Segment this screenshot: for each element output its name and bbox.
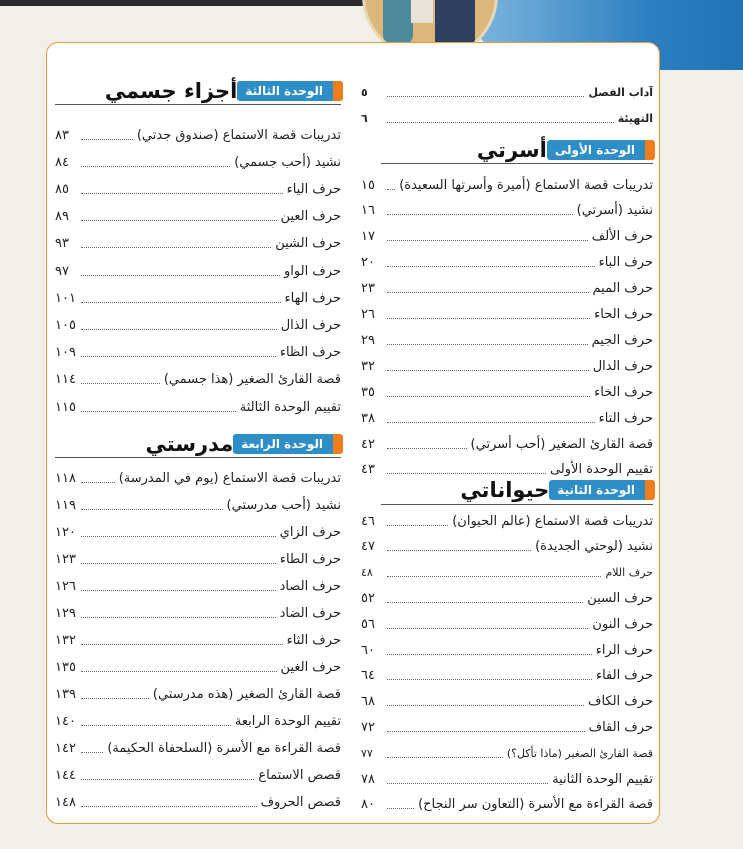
toc-item-page: ٢٠: [361, 255, 375, 271]
toc-item-title: حرف الطاء: [279, 551, 341, 567]
toc-item-page: ٦٨: [361, 694, 375, 710]
unit-underline: [381, 504, 653, 505]
unit-title: حيواناتي: [460, 478, 550, 502]
unit-title: مدرستي: [145, 432, 234, 456]
toc-item-page: ١٤٢: [55, 740, 76, 756]
toc-item-title: نشيد (أحب مدرستي): [226, 497, 341, 513]
unit-tab: الوحدة الأولى: [547, 140, 645, 160]
toc-item-title: تدريبات قصة الاستماع (يوم في المدرسة): [118, 470, 341, 486]
toc-item-title: حرف السين: [587, 590, 653, 606]
leader-dots: [81, 474, 115, 483]
toc-item[interactable]: [361, 225, 653, 249]
leader-dots: [387, 114, 614, 123]
toc-item-page: ٤٧: [361, 539, 375, 555]
toc-item[interactable]: [55, 601, 341, 625]
unit-tab: الوحدة الثانية: [549, 480, 645, 500]
unit-header: [450, 475, 653, 505]
toc-item-title: حرف النون: [592, 616, 653, 632]
toc-item-page: ٢٦: [361, 307, 375, 322]
toc-item-title: حرف الهاء: [284, 290, 341, 306]
toc-item[interactable]: [361, 303, 653, 327]
toc-item-page: ١٠٩: [55, 345, 76, 361]
leader-dots: [81, 267, 280, 276]
toc-item[interactable]: [55, 682, 341, 706]
leader-dots: [387, 284, 589, 293]
toc-item[interactable]: [361, 690, 653, 714]
toc-item-page: ٣٢: [361, 358, 375, 374]
toc-item-title: حرف الشين: [275, 236, 341, 252]
leader-dots: [387, 568, 601, 577]
toc-item[interactable]: [55, 341, 341, 365]
toc-item-page: ٢٣: [361, 281, 375, 297]
toc-item[interactable]: [361, 277, 653, 301]
toc-item-page: ٥٢: [361, 590, 375, 606]
toc-item-page: ١٣٩: [55, 686, 76, 702]
toc-item[interactable]: [55, 123, 341, 147]
unit-title: أسرتي: [476, 138, 547, 162]
toc-item-title: نشيد (لوحتي الجديدة): [535, 539, 653, 555]
toc-item[interactable]: [361, 535, 653, 559]
leader-dots: [81, 528, 276, 537]
toc-item-page: ١٦: [361, 203, 375, 219]
toc-item[interactable]: [361, 612, 653, 636]
toc-item[interactable]: [55, 286, 341, 310]
toc-item-page: ٦٠: [361, 642, 375, 658]
unit-header: [95, 76, 341, 106]
leader-dots: [387, 310, 590, 319]
leader-dots: [81, 636, 283, 645]
toc-item[interactable]: [361, 509, 653, 533]
toc-item[interactable]: [55, 736, 341, 760]
toc-item-title: قصة القارئ الصغير (أحب أسرتي): [470, 436, 653, 452]
toc-item[interactable]: [55, 313, 341, 337]
toc-item-title: حرف الخاء: [594, 384, 653, 400]
leader-dots: [81, 582, 276, 591]
toc-item-title: حرف الراء: [595, 642, 653, 658]
toc-item-title: آداب الفصل: [588, 85, 653, 99]
leader-dots: [81, 717, 231, 726]
leader-dots: [81, 798, 257, 807]
toc-item-page: ١١٤: [55, 372, 76, 388]
toc-item[interactable]: [361, 173, 653, 197]
toc-item-title: تدريبات قصة الاستماع (أميرة وأسرتها السعيدة): [399, 177, 653, 193]
toc-item-page: ٤٦: [361, 513, 375, 529]
toc-item[interactable]: [361, 432, 653, 456]
unit-header: [467, 135, 653, 165]
toc-item-page: ١٣٢: [55, 632, 76, 648]
toc-item[interactable]: [55, 466, 341, 490]
toc-item-title: حرف القاف: [588, 719, 653, 735]
toc-item-title: حرف الميم: [592, 281, 653, 297]
leader-dots: [387, 336, 588, 345]
toc-item-title: تقييم الوحدة الثالثة: [239, 399, 341, 415]
toc-item-page: ٨٣: [55, 127, 69, 143]
leader-dots: [387, 542, 531, 551]
unit-title: أجزاء جسمي: [104, 79, 238, 103]
leader-dots: [81, 501, 223, 510]
toc-item-page: ١٢٩: [55, 605, 76, 621]
toc-item[interactable]: [55, 655, 341, 679]
leader-dots: [387, 362, 589, 371]
toc-item[interactable]: [55, 150, 341, 174]
leader-dots: [81, 321, 277, 330]
leader-dots: [81, 744, 103, 753]
toc-item[interactable]: [361, 793, 653, 817]
toc-item-page: ١٢٣: [55, 551, 76, 567]
leader-dots: [387, 388, 590, 397]
toc-item[interactable]: [361, 328, 653, 352]
leader-dots: [387, 181, 395, 190]
toc-item-page: ١٤٤: [55, 767, 76, 783]
toc-item[interactable]: [361, 251, 653, 275]
toc-item-title: قصة القراءة مع الأسرة (السلحفاة الحكيمة): [107, 740, 341, 756]
unit-header: [136, 429, 341, 459]
toc-item-page: ٨٩: [55, 209, 69, 225]
toc-item-title: تقييم الوحدة الأولى: [549, 462, 653, 478]
toc-item-title: قصة القارئ الصغير (ماذا تأكل؟): [506, 746, 653, 760]
leader-dots: [387, 258, 595, 267]
leader-dots: [387, 646, 592, 655]
toc-item-page: ٦٤: [361, 668, 375, 684]
leader-dots: [81, 609, 276, 618]
toc-item[interactable]: [361, 199, 653, 223]
toc-item[interactable]: [361, 741, 653, 765]
toc-item-title: التهيئة: [617, 111, 653, 125]
photo-figure: [383, 0, 413, 45]
toc-item[interactable]: [361, 380, 653, 404]
toc-item[interactable]: [361, 354, 653, 378]
toc-item-page: ١٣٥: [55, 659, 76, 675]
toc-item-page: ١١٥: [55, 399, 76, 415]
toc-item[interactable]: [361, 664, 653, 688]
toc-item-page: ٧٢: [361, 719, 375, 735]
unit-tab: الوحدة الرابعة: [233, 434, 333, 454]
leader-dots: [81, 403, 236, 412]
toc-item[interactable]: [361, 561, 653, 585]
toc-item-page: ١١٩: [55, 497, 76, 513]
toc-item[interactable]: [361, 80, 653, 104]
toc-item-title: تقييم الوحدة الرابعة: [234, 713, 341, 729]
toc-item-title: حرف العين: [280, 209, 341, 225]
toc-item-page: ٥: [361, 85, 368, 99]
photo-paper: [411, 0, 433, 23]
toc-item-page: ١١٨: [55, 470, 76, 486]
toc-item-title: حرف الكاف: [587, 694, 653, 710]
toc-item[interactable]: [55, 205, 341, 229]
toc-item[interactable]: [55, 547, 341, 571]
toc-item-title: قصص الحروف: [260, 794, 341, 810]
leader-dots: [387, 749, 503, 758]
toc-item[interactable]: [55, 259, 341, 283]
toc-item-title: حرف الصاد: [279, 578, 341, 594]
toc-item-page: ١٤٨: [55, 794, 76, 810]
toc-item-page: ١٠٥: [55, 317, 76, 333]
leader-dots: [387, 671, 592, 680]
leader-dots: [81, 771, 254, 780]
toc-item[interactable]: [361, 638, 653, 662]
leader-dots: [81, 375, 160, 384]
toc-item-page: ٩٣: [55, 236, 69, 252]
leader-dots: [387, 620, 588, 629]
leader-dots: [81, 663, 277, 672]
leader-dots: [387, 206, 573, 215]
toc-item-title: حرف الحاء: [594, 307, 653, 322]
toc-item-page: ٤٣: [361, 462, 375, 478]
toc-item-title: حرف الجيم: [591, 332, 653, 348]
unit-underline: [381, 163, 653, 164]
toc-item-title: تقييم الوحدة الثانية: [552, 771, 653, 787]
toc-item-title: حرف الضاد: [279, 605, 341, 621]
toc-item-page: ١٢٦: [55, 578, 76, 594]
toc-item-title: قصص الاستماع: [258, 767, 341, 783]
toc-item-page: ٧٧: [361, 746, 373, 760]
leader-dots: [387, 775, 548, 784]
toc-item[interactable]: [55, 709, 341, 733]
leader-dots: [387, 88, 584, 97]
toc-item[interactable]: [55, 520, 341, 544]
toc-item-title: حرف الزاي: [279, 524, 341, 540]
unit-underline: [55, 104, 341, 105]
leader-dots: [387, 594, 583, 603]
toc-item-page: ٨٥: [55, 181, 69, 197]
toc-item-page: ١٥: [361, 177, 375, 193]
toc-item-title: حرف الألف: [591, 229, 653, 245]
leader-dots: [81, 158, 230, 167]
toc-item-page: ١٧: [361, 229, 375, 245]
toc-item-title: قصة القارئ الصغير (هذه مدرستي): [152, 686, 341, 702]
toc-item-title: حرف الياء: [286, 181, 341, 197]
leader-dots: [81, 294, 281, 303]
toc-item-page: ٨٤: [55, 154, 69, 170]
toc-item-page: ٤٨: [361, 566, 373, 580]
toc-item-page: ١٢٠: [55, 524, 76, 540]
toc-item[interactable]: [361, 406, 653, 430]
toc-item-title: حرف الفاء: [595, 668, 653, 684]
leader-dots: [387, 414, 595, 423]
toc-item-page: ٨٠: [361, 797, 375, 813]
toc-item-title: حرف التاء: [598, 410, 653, 426]
toc-item-title: حرف الباء: [598, 255, 653, 271]
toc-item[interactable]: [55, 574, 341, 598]
toc-item-title: حرف الثاء: [286, 632, 341, 648]
toc-item-title: حرف الظاء: [279, 345, 341, 361]
toc-item-title: حرف الغين: [280, 659, 341, 675]
toc-item[interactable]: [55, 493, 341, 517]
leader-dots: [81, 185, 283, 194]
toc-item-title: تدريبات قصة الاستماع (صندوق جدتي): [136, 127, 341, 143]
leader-dots: [387, 232, 588, 241]
toc-item-title: قصة القارئ الصغير (هذا جسمي): [163, 372, 341, 388]
toc-item[interactable]: [55, 628, 341, 652]
toc-item[interactable]: [361, 715, 653, 739]
toc-item-title: حرف الذال: [280, 317, 341, 333]
toc-item-title: حرف اللام: [605, 566, 653, 580]
leader-dots: [81, 690, 149, 699]
toc-item-page: ٩٧: [55, 263, 69, 279]
leader-dots: [387, 723, 585, 732]
toc-item[interactable]: [55, 395, 341, 419]
toc-item[interactable]: [55, 177, 341, 201]
leader-dots: [81, 239, 271, 248]
table-of-contents-panel: [46, 42, 660, 824]
leader-dots: [387, 800, 414, 809]
toc-item-title: تدريبات قصة الاستماع (عالم الحيوان): [452, 513, 653, 529]
toc-item-page: ٣٥: [361, 384, 375, 400]
toc-item-page: ٣٨: [361, 410, 375, 426]
toc-item-page: ٤٢: [361, 436, 375, 452]
toc-item-page: ٢٩: [361, 332, 375, 348]
toc-item-title: نشيد (أسرتي): [576, 203, 653, 219]
toc-item-page: ١٠١: [55, 290, 76, 306]
leader-dots: [81, 348, 276, 357]
leader-dots: [81, 212, 277, 221]
toc-item[interactable]: [361, 106, 653, 130]
toc-item-page: ٥٦: [361, 616, 375, 632]
toc-item[interactable]: [361, 767, 653, 791]
leader-dots: [387, 465, 546, 474]
toc-item-title: حرف الواو: [284, 263, 341, 279]
leader-dots: [387, 517, 448, 526]
toc-item[interactable]: [55, 763, 341, 787]
unit-underline: [55, 457, 341, 458]
toc-item-page: ٦: [361, 111, 368, 125]
toc-item-title: قصة القراءة مع الأسرة (التعاون سر النجاح): [418, 797, 653, 813]
leader-dots: [387, 440, 467, 449]
toc-item-title: نشيد (أحب جسمي): [234, 154, 341, 170]
toc-item[interactable]: [361, 586, 653, 610]
toc-item-page: ٧٨: [361, 771, 375, 787]
toc-item[interactable]: [55, 790, 341, 814]
toc-item[interactable]: [55, 232, 341, 256]
leader-dots: [387, 697, 584, 706]
toc-item-page: ١٤٠: [55, 713, 76, 729]
leader-dots: [81, 555, 276, 564]
toc-item[interactable]: [55, 368, 341, 392]
toc-item-title: حرف الدال: [592, 358, 653, 374]
leader-dots: [81, 131, 133, 140]
unit-tab: الوحدة الثالثة: [237, 81, 333, 101]
